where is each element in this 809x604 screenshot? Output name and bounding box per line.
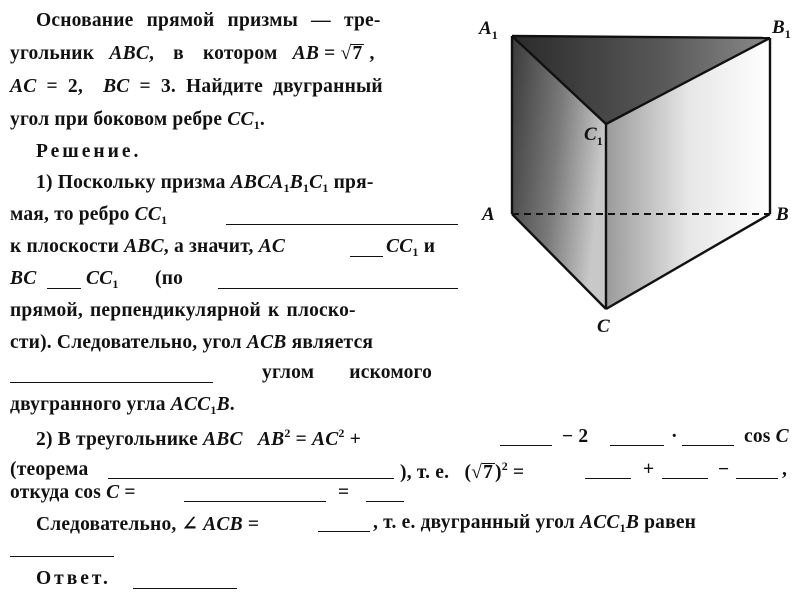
part2-line-1: 2) В треугольнике ABC $AB^2 = AC^2$ + xyxy=(36,426,362,450)
blank-law-of-cosines-factor1[interactable] xyxy=(610,445,664,446)
part2-minus: − xyxy=(718,459,730,480)
conclusion-line-b: , т. е. двугранный угол $ACC_1B$ равен xyxy=(373,512,697,535)
blank-theorem-reference[interactable] xyxy=(218,288,458,289)
solution-line-4c: (по xyxy=(155,268,184,289)
blank-cos-expression[interactable] xyxy=(184,501,326,502)
solution-line-6: сти). Следовательно, угол ACB является xyxy=(10,332,374,353)
label-a: A xyxy=(482,204,495,225)
answer-label: Ответ. xyxy=(36,568,111,589)
conclusion-line: Следовательно, ∠ ACB = xyxy=(36,514,260,535)
blank-numeric-term1[interactable] xyxy=(585,478,631,479)
problem-line-2: угольник ABC, в котором AB = √7 , xyxy=(10,43,375,64)
label-b: B xyxy=(776,204,789,225)
blank-edge-relation[interactable] xyxy=(226,224,458,225)
problem-line-4: угол при боковом ребре $CC_1$. xyxy=(10,109,265,132)
solution-line-4: BC xyxy=(10,268,37,289)
label-c: C xyxy=(597,316,610,337)
solution-line-3: к плоскости ABC, а значит, AC xyxy=(10,236,286,257)
part2-cos-c: cos C xyxy=(744,426,789,447)
solution-line-1: 1) Поскольку призма $ABCA_1B_1C_1$ пря- xyxy=(36,172,374,195)
problem-line-3: AC = 2, BC = 3. Найдите двугранный xyxy=(10,76,383,97)
solution-line-2: мая, то ребро $CC_1$ xyxy=(10,204,168,227)
blank-bc-cc1-relation[interactable] xyxy=(47,288,81,289)
solution-line-5: прямой, перпендикулярной к плоско- xyxy=(10,300,356,321)
blank-cos-value[interactable] xyxy=(366,501,404,502)
solution-line-8: двугранного угла $ACC_1B$. xyxy=(10,394,235,417)
solution-line-4b: $CC_1$ xyxy=(86,268,119,291)
part2-minus-2: − 2 xyxy=(562,426,589,447)
solution-line-7: углом искомого xyxy=(262,362,433,383)
blank-answer[interactable] xyxy=(133,588,237,589)
solution-heading: Решение. xyxy=(36,141,142,162)
blank-ac-cc1-relation[interactable] xyxy=(350,256,383,257)
problem-line-1: Основание прямой призмы — тре- xyxy=(36,10,381,31)
blank-theorem-name[interactable] xyxy=(108,478,394,479)
blank-numeric-term2[interactable] xyxy=(662,478,708,479)
part2-line-2b: ), т. е. (√7 )$^2$ = xyxy=(400,459,525,483)
part2-equals: = xyxy=(338,482,350,503)
part2-comma: , xyxy=(782,459,788,480)
part2-line-3: откуда cos C = xyxy=(10,482,136,503)
blank-angle-type[interactable] xyxy=(10,382,213,383)
label-a1: $A_1$ xyxy=(479,18,498,42)
blank-dihedral-angle[interactable] xyxy=(10,556,114,557)
blank-angle-acb[interactable] xyxy=(318,531,370,532)
part2-plus: + xyxy=(643,459,655,480)
part2-dot: · xyxy=(671,426,678,447)
solution-line-3b: $CC_1$ и xyxy=(386,236,436,259)
label-b1: $B_1$ xyxy=(772,17,791,41)
part2-line-2: (теорема xyxy=(10,459,89,480)
blank-numeric-term3[interactable] xyxy=(736,478,778,479)
blank-law-of-cosines-factor2[interactable] xyxy=(682,445,734,446)
label-c1: $C_1$ xyxy=(584,124,603,148)
blank-law-of-cosines-term1[interactable] xyxy=(500,445,552,446)
